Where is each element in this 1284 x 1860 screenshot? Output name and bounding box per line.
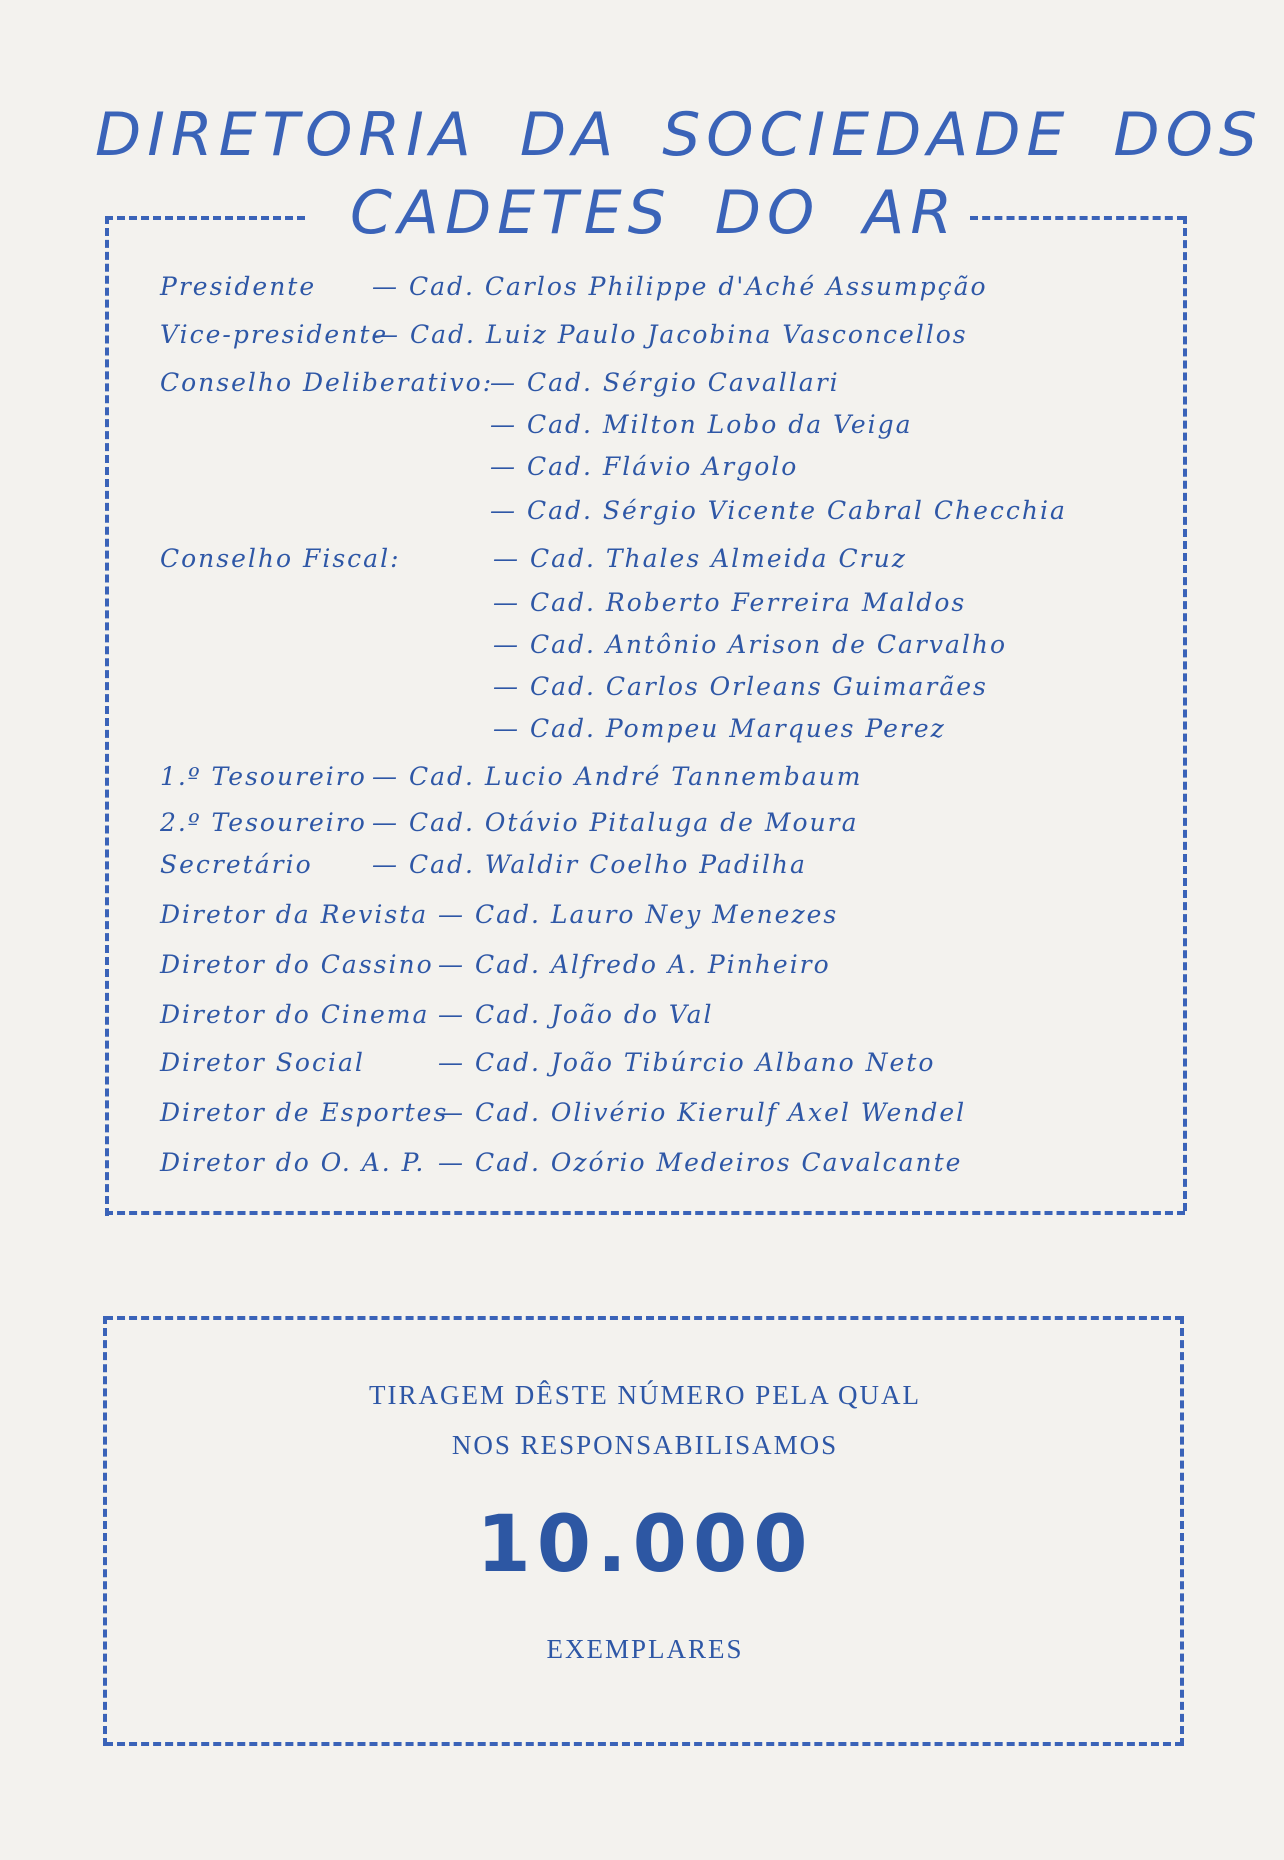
directory-row (160, 1098, 1164, 1132)
member-name: — Cad. Sérgio Vicente Cabral Checchia (490, 496, 1067, 525)
directory-row (160, 1048, 1164, 1082)
page-title-line1: DIRETORIA DA SOCIEDADE DOS (95, 100, 1263, 170)
box1-top-right-border (970, 216, 1185, 220)
directory-row (160, 272, 1164, 306)
role-label: 2.º Tesoureiro (160, 808, 367, 837)
role-label: Diretor da Revista (160, 900, 429, 929)
circulation-unit: EXEMPLARES (546, 1634, 744, 1664)
directory-row (160, 410, 1164, 444)
directory-row (160, 950, 1164, 984)
member-name: — Cad. Milton Lobo da Veiga (490, 410, 913, 439)
role-label: Diretor do Cinema (160, 1000, 430, 1029)
page-title-line2: CADETES DO AR (350, 178, 959, 248)
member-name: — Cad. Waldir Coelho Padilha (372, 850, 807, 879)
box2-top-border (105, 1316, 1183, 1320)
directory-row (160, 808, 1164, 842)
role-label: Presidente (160, 272, 317, 301)
directory-row (160, 714, 1164, 748)
box2-bottom-border (105, 1742, 1183, 1746)
directory-row (160, 588, 1164, 622)
directory-row (160, 320, 1164, 354)
box1-top-left-border (105, 216, 305, 220)
directory-row (160, 672, 1164, 706)
directory-row (160, 1000, 1164, 1034)
directory-row (160, 452, 1164, 486)
directory-row (160, 496, 1164, 530)
member-name: — Cad. João do Val (438, 1000, 714, 1029)
member-name: — Cad. João Tibúrcio Albano Neto (438, 1048, 936, 1077)
member-name: — Cad. Carlos Philippe d'Aché Assumpção (372, 272, 988, 301)
directory-row (160, 544, 1164, 578)
member-name: — Cad. Lauro Ney Menezes (438, 900, 839, 929)
box1-left-border (105, 216, 109, 1216)
role-label: Conselho Fiscal: (160, 544, 401, 573)
circulation-number: 10.000 (476, 1500, 814, 1590)
member-name: — Cad. Flávio Argolo (490, 452, 799, 481)
member-name: — Cad. Ozório Medeiros Cavalcante (438, 1148, 963, 1177)
directory-row (160, 900, 1164, 934)
role-label: Diretor do O. A. P. (160, 1148, 426, 1177)
role-label: Vice-presidente (160, 320, 389, 349)
circulation-line1: TIRAGEM DÊSTE NÚMERO PELA QUAL (369, 1380, 921, 1410)
box1-bottom-border (105, 1211, 1185, 1215)
directory-row (160, 368, 1164, 402)
role-label: Secretário (160, 850, 313, 879)
member-name: — Cad. Otávio Pitaluga de Moura (372, 808, 859, 837)
role-label: Diretor Social (160, 1048, 365, 1077)
member-name: — Cad. Alfredo A. Pinheiro (438, 950, 831, 979)
member-name: — Cad. Lucio André Tannembaum (372, 762, 863, 791)
box2-right-border (1180, 1316, 1184, 1746)
member-name: — Cad. Pompeu Marques Perez (493, 714, 946, 743)
directory-row (160, 630, 1164, 664)
member-name: — Cad. Roberto Ferreira Maldos (493, 588, 967, 617)
directory-row (160, 762, 1164, 796)
role-label: Conselho Deliberativo: (160, 368, 494, 397)
member-name: — Cad. Antônio Arison de Carvalho (493, 630, 1008, 659)
role-label: Diretor de Esportes (160, 1098, 449, 1127)
role-label: 1.º Tesoureiro (160, 762, 367, 791)
directory-row (160, 1148, 1164, 1182)
box2-left-border (103, 1316, 107, 1746)
member-name: — Cad. Thales Almeida Cruz (493, 544, 907, 573)
role-label: Diretor do Cassino (160, 950, 434, 979)
directory-row (160, 850, 1164, 884)
member-name: — Cad. Sérgio Cavallari (490, 368, 840, 397)
member-name: — Cad. Olivério Kierulf Axel Wendel (438, 1098, 967, 1127)
circulation-line2: NOS RESPONSABILISAMOS (451, 1430, 839, 1460)
member-name: — Cad. Luiz Paulo Jacobina Vasconcellos (373, 320, 968, 349)
member-name: — Cad. Carlos Orleans Guimarães (493, 672, 988, 701)
box1-right-border (1183, 216, 1187, 1211)
